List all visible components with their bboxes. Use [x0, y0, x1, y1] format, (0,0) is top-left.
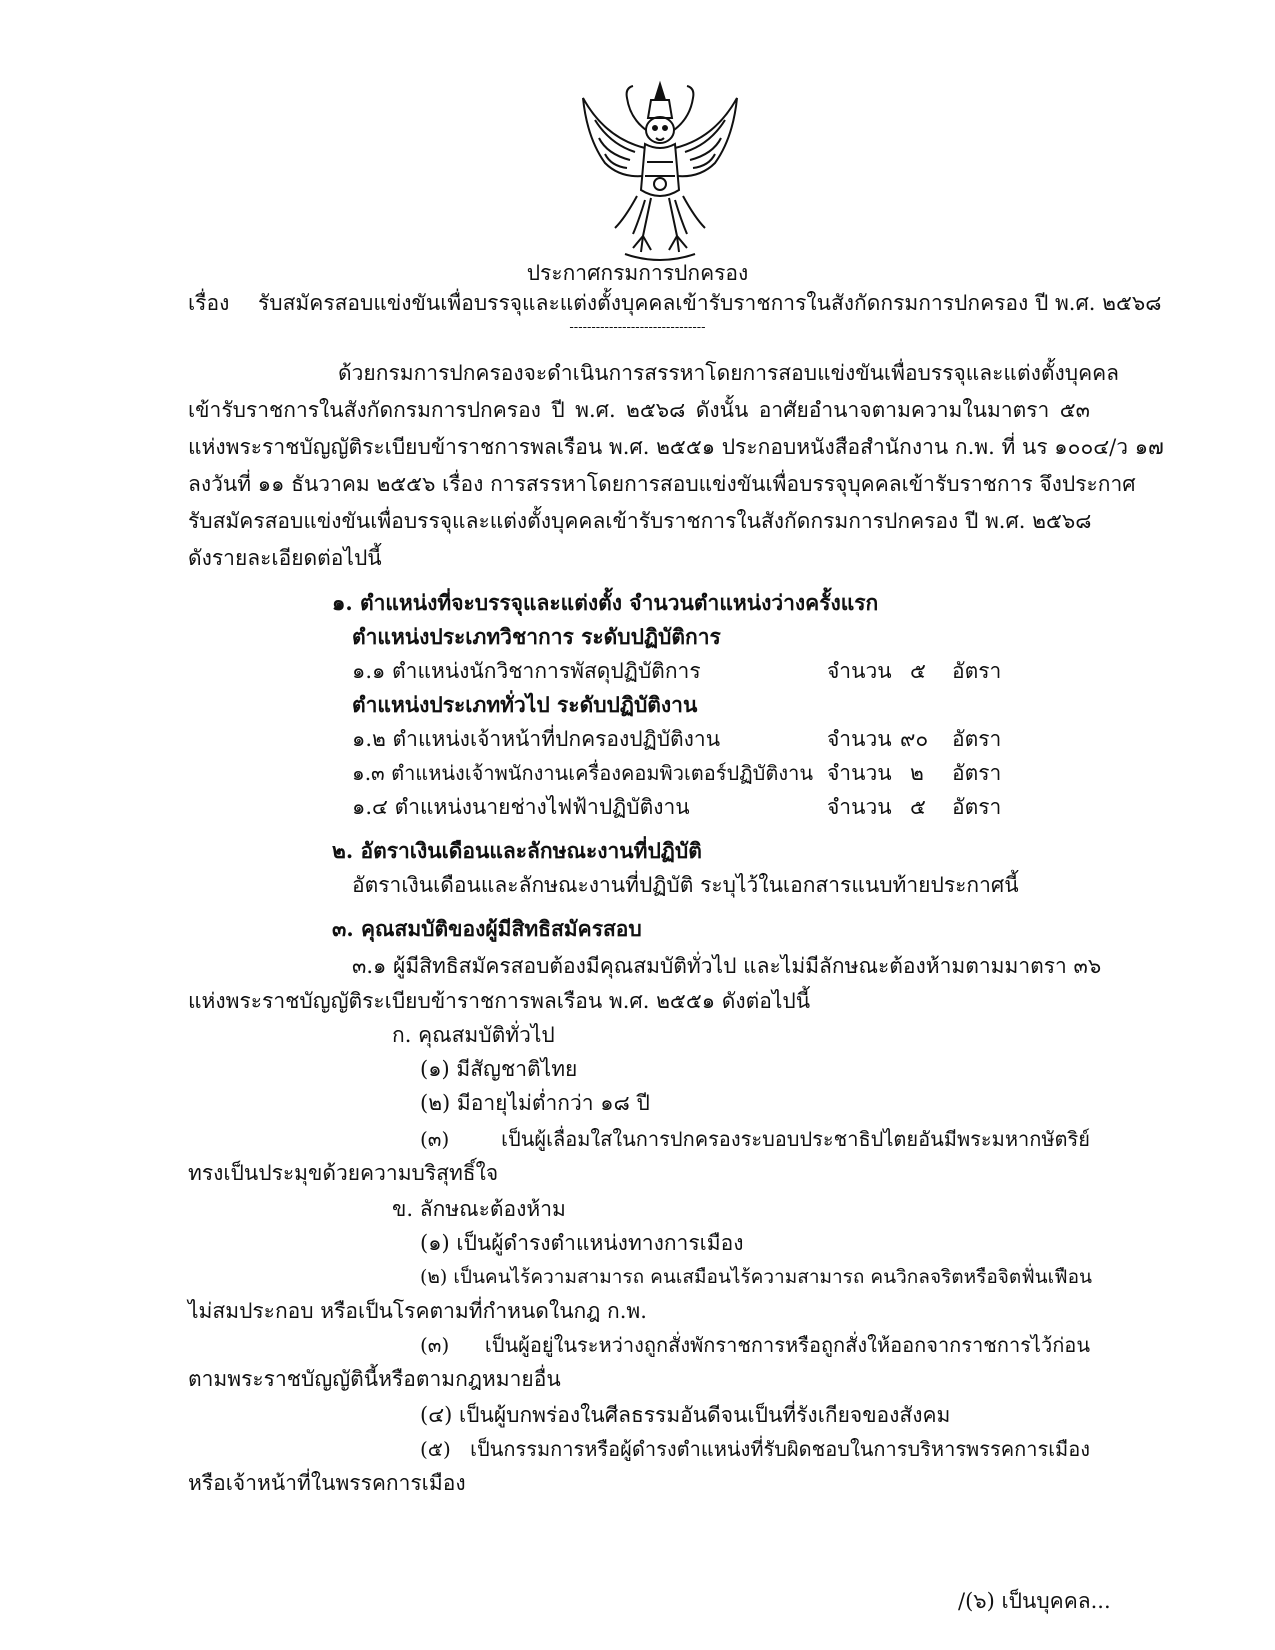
position-name: ๑.๔ ตำแหน่งนายช่างไฟฟ้าปฏิบัติงาน: [352, 795, 690, 819]
position-count-label: จำนวน: [827, 727, 892, 751]
position-unit: อัตรา: [952, 795, 1002, 819]
position-count-label: จำนวน: [827, 761, 892, 785]
intro-line: ด้วยกรมการปกครองจะดำเนินการสรรหาโดยการสอบแข่งขันเพื่อบรรจุและแต่งตั้งบุคคล: [338, 361, 1120, 385]
prohibited-item: (๑) เป็นผู้ดำรงตำแหน่งทางการเมือง: [420, 1231, 744, 1255]
garuda-emblem-icon: [575, 78, 745, 268]
general-qualification-item: (๒) มีอายุไม่ต่ำกว่า ๑๘ ปี: [420, 1091, 650, 1115]
prohibited-item: (๒) เป็นคนไร้ความสามารถ คนเสมือนไร้ความสามารถ คนวิกลจริตหรือจิตฟั่นเฟือน: [420, 1266, 1093, 1288]
intro-line: แห่งพระราชบัญญัติระเบียบข้าราชการพลเรือน พ.ศ. ๒๕๕๑ ประกอบหนังสือสำนักงาน ก.พ. ที่ นร ๑๐๐๔/ว ๑๗: [188, 435, 1164, 459]
position-name: ๑.๑ ตำแหน่งนักวิชาการพัสดุปฏิบัติการ: [352, 659, 701, 683]
prohibited-item: (๓) เป็นผู้อยู่ในระหว่างถูกสั่งพักราชการหรือถูกสั่งให้ออกจากราชการไว้ก่อน: [420, 1333, 1090, 1357]
qualification-paragraph: แห่งพระราชบัญญัติระเบียบข้าราชการพลเรือน พ.ศ. ๒๕๕๑ ดังต่อไปนี้: [188, 989, 811, 1013]
prohibited-item: หรือเจ้าหน้าที่ในพรรคการเมือง: [188, 1471, 466, 1495]
intro-line: ลงวันที่ ๑๑ ธันวาคม ๒๕๕๖ เรื่อง การสรรหาโดยการสอบแข่งขันเพื่อบรรจุบุคคลเข้ารับราชการ จึงประกาศ: [188, 472, 1136, 496]
position-group-general: ตำแหน่งประเภททั่วไป ระดับปฏิบัติงาน: [352, 692, 698, 717]
intro-line: เข้ารับราชการในสังกัดกรมการปกครอง ปี พ.ศ. ๒๕๖๘ ดังนั้น อาศัยอำนาจตามความในมาตรา ๕๓: [188, 398, 1090, 422]
position-count: ๙๐: [900, 727, 929, 751]
section-3-heading: ๓. คุณสมบัติของผู้มีสิทธิสมัครสอบ: [332, 916, 642, 941]
general-qualification-item: (๑) มีสัญชาติไทย: [420, 1057, 578, 1081]
prohibited-item: ตามพระราชบัญญัตินี้หรือตามกฎหมายอื่น: [188, 1367, 561, 1391]
divider: -------------------------------: [569, 320, 706, 335]
position-count-label: จำนวน: [827, 795, 892, 819]
position-count: ๕: [910, 795, 926, 819]
subject-text: รับสมัครสอบแข่งขันเพื่อบรรจุและแต่งตั้งบุคคลเข้ารับราชการในสังกัดกรมการปกครอง ปี พ.ศ. ๒๕๖๘: [258, 291, 1162, 315]
position-name: ๑.๓ ตำแหน่งเจ้าพนักงานเครื่องคอมพิวเตอร์ปฏิบัติงาน: [352, 761, 814, 785]
intro-line: ดังรายละเอียดต่อไปนี้: [188, 546, 382, 570]
general-qualification-heading: ก. คุณสมบัติทั่วไป: [392, 1023, 555, 1047]
prohibited-item: (๕) เป็นกรรมการหรือผู้ดำรงตำแหน่งที่รับผิดชอบในการบริหารพรรคการเมือง: [420, 1437, 1090, 1461]
position-unit: อัตรา: [952, 659, 1002, 683]
position-count: ๕: [910, 659, 926, 683]
position-name: ๑.๒ ตำแหน่งเจ้าหน้าที่ปกครองปฏิบัติงาน: [352, 727, 721, 751]
page-continuation: /(๖) เป็นบุคคล...: [958, 1589, 1111, 1613]
section-2-body: อัตราเงินเดือนและลักษณะงานที่ปฏิบัติ ระบุไว้ในเอกสารแนบท้ายประกาศนี้: [352, 873, 1019, 897]
prohibited-item: ไม่สมประกอบ หรือเป็นโรคตามที่กำหนดในกฎ ก.พ.: [188, 1299, 647, 1323]
position-unit: อัตรา: [952, 727, 1002, 751]
position-count-label: จำนวน: [827, 659, 892, 683]
section-1-heading: ๑. ตำแหน่งที่จะบรรจุและแต่งตั้ง จำนวนตำแหน่งว่างครั้งแรก: [332, 590, 879, 615]
position-group-academic: ตำแหน่งประเภทวิชาการ ระดับปฏิบัติการ: [352, 624, 721, 649]
position-count: ๒: [910, 761, 924, 785]
general-qualification-item: ทรงเป็นประมุขด้วยความบริสุทธิ์ใจ: [188, 1161, 499, 1185]
intro-line: รับสมัครสอบแข่งขันเพื่อบรรจุและแต่งตั้งบุคคลเข้ารับราชการในสังกัดกรมการปกครอง ปี พ.ศ. ๒๕๖๘: [188, 509, 1092, 533]
qualification-paragraph: ๓.๑ ผู้มีสิทธิสมัครสอบต้องมีคุณสมบัติทั่วไป และไม่มีลักษณะต้องห้ามตามมาตรา ๓๖: [352, 954, 1102, 978]
section-2-heading: ๒. อัตราเงินเดือนและลักษณะงานที่ปฏิบัติ: [332, 838, 702, 863]
general-qualification-item: (๓) เป็นผู้เลื่อมใสในการปกครองระบอบประชาธิปไตยอันมีพระมหากษัตริย์: [420, 1127, 1090, 1151]
prohibited-heading: ข. ลักษณะต้องห้าม: [392, 1197, 566, 1221]
subject-label: เรื่อง: [188, 291, 230, 315]
prohibited-item: (๔) เป็นผู้บกพร่องในศีลธรรมอันดีจนเป็นที่รังเกียจของสังคม: [420, 1403, 951, 1427]
position-unit: อัตรา: [952, 761, 1002, 785]
announcement-title: ประกาศกรมการปกครอง: [526, 261, 749, 285]
